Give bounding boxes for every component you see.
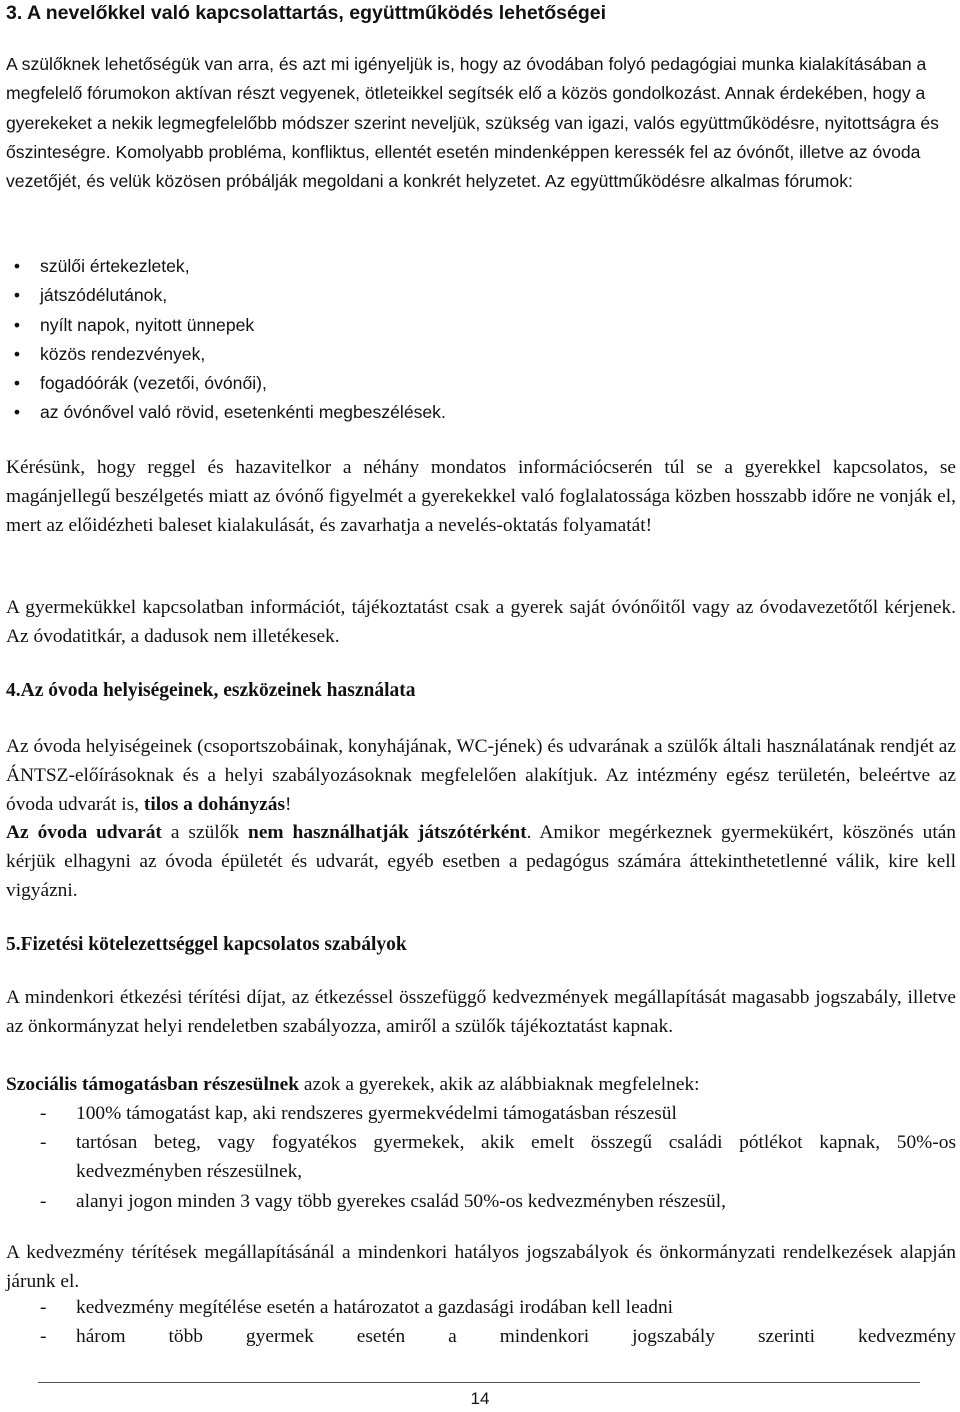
list-item: - három több gyermek esetén a mindenkori jogszabály szerinti kedvezmény — [6, 1322, 956, 1351]
section-3-request-paragraph: Kérésünk, hogy reggel és hazavitelkor a néhány mondatos információcserén túl se a gyerekkel kapcsolatos, se magánjellegű beszélgetés miatt az óvónő figyelmét a gyerekekkel való foglalatossága közben hosszabb időre ne vonják el, mert az előidézheti baleset kialakulását, és zavarhatja a nevelés-oktatás folyamatát! — [6, 457, 956, 537]
bullet-icon: • — [13, 285, 21, 306]
section-3-intro-paragraph: A szülőknek lehetőségük van arra, és azt mi igényeljük is, hogy az óvodában folyó pedagógiai munka kialakításában a megfelelő fórumokon aktívan részt vegyenek, ötleteikkel segítsék elő a közös gondolkozást. Annak érdekében, hogy a gyerekeket a nekik legmegfelelőbb módszer szerint neveljük, szükség van igazi, valós együttműködésre, nyitottságra és őszinteségre. Komolyabb probléma, konfliktus, ellentét esetén mindenképpen keressék fel az óvónőt, illetve az óvoda vezetőjét, és velük közösen próbálják megoldani a konkrét helyzetet. Az együttműködésre alkalmas fórumok: — [6, 54, 939, 192]
list-item: • játszódélutánok, — [6, 281, 956, 310]
no-smoking-emphasis: tilos a dohányzás — [143, 794, 286, 816]
list-item: • szülői értekezletek, — [6, 252, 956, 281]
bullet-icon: • — [13, 343, 21, 364]
page-number: 14 — [470, 1389, 490, 1408]
section-5-discount-paragraph: A kedvezmény térítések megállapításánál a mindenkori hatályos jogszabályok és önkormányzati rendelkezések alapján járunk el. — [6, 1242, 956, 1293]
dash-bullet-icon: - — [40, 1297, 47, 1318]
section-5-intro-paragraph: A mindenkori étkezési térítési díjat, az étkezéssel összefüggő kedvezmények megállapítását magasabb jogszabály, illetve az önkormányzat helyi rendeletben szabályozza, amiről a szülők tájékoztatást kapnak. — [6, 987, 956, 1038]
dash-bullet-icon: - — [40, 1326, 47, 1348]
social-support-paragraph: Szociális támogatásban részesülnek azok a gyerekek, akik az alábbiaknak megfelelnek: — [6, 1074, 700, 1095]
list-item: - kedvezmény megítélése esetén a határozatot a gazdasági irodában kell leadni — [6, 1293, 956, 1322]
dash-bullet-icon: - — [40, 1132, 47, 1154]
section-5-heading: 5.Fizetési kötelezettséggel kapcsolatos szabályok — [6, 934, 407, 955]
social-support-list — [6, 1099, 956, 1216]
dash-bullet-icon: - — [40, 1103, 47, 1124]
list-item: • az óvónővel való rövid, esetenkénti megbeszélések. — [6, 398, 956, 427]
forum-list — [6, 252, 956, 428]
list-item: - tartósan beteg, vagy fogyatékos gyermekek, akik emelt összegű családi pótlékot kapnak, 50%-os kedvezményben részesülnek, — [6, 1128, 956, 1186]
discount-list — [6, 1293, 956, 1351]
footer-divider — [38, 1382, 920, 1383]
list-item: - 100% támogatást kap, aki rendszeres gyermekvédelmi támogatásban részesül — [6, 1099, 956, 1128]
dash-bullet-icon: - — [40, 1190, 47, 1212]
section-4-heading: 4.Az óvoda helyiségeinek, eszközeinek használata — [6, 680, 416, 701]
section-3-information-paragraph: A gyermekükkel kapcsolatban információt, tájékoztatást csak a gyerek saját óvónőitől vagy az óvodavezetőtől kérjenek. Az óvodatitkár, a dadusok nem illetékesek. — [6, 597, 956, 648]
bullet-icon: • — [13, 402, 21, 423]
section-4-playground-rule: Az óvoda udvarát a szülők nem használhatják játszótérként. Amikor megérkeznek gyermekükért, köszönés után kérjük elhagyni az óvoda épületét és udvarát, egyéb esetben a pedagógus számára áttekinthetetlenné válik, kire kell vigyázni. — [6, 822, 957, 902]
section-3-heading: 3. A nevelőkkel való kapcsolattartás, együttműködés lehetőségei — [6, 2, 607, 24]
bullet-icon: • — [13, 373, 21, 394]
list-item: • közös rendezvények, — [6, 340, 956, 369]
bullet-icon: • — [13, 256, 21, 276]
list-item: • fogadóórák (vezetői, óvónői), — [6, 369, 956, 398]
bullet-icon: • — [13, 314, 21, 335]
section-4-paragraph: Az óvoda helyiségeinek (csoportszobáinak, konyhájának, WC-jének) és udvarának a szülők általi használatának rendjét az ÁNTSZ-előírásoknak és a helyi szabályozásoknak megfelelően alakítjuk. Az intézmény egész területén, beleértve az óvoda udvarát is, tilos a dohányzás! — [6, 736, 956, 816]
list-item: - alanyi jogon minden 3 vagy több gyerekes család 50%-os kedvezményben részesül, — [6, 1187, 956, 1216]
list-item: • nyílt napok, nyitott ünnepek — [6, 311, 956, 340]
